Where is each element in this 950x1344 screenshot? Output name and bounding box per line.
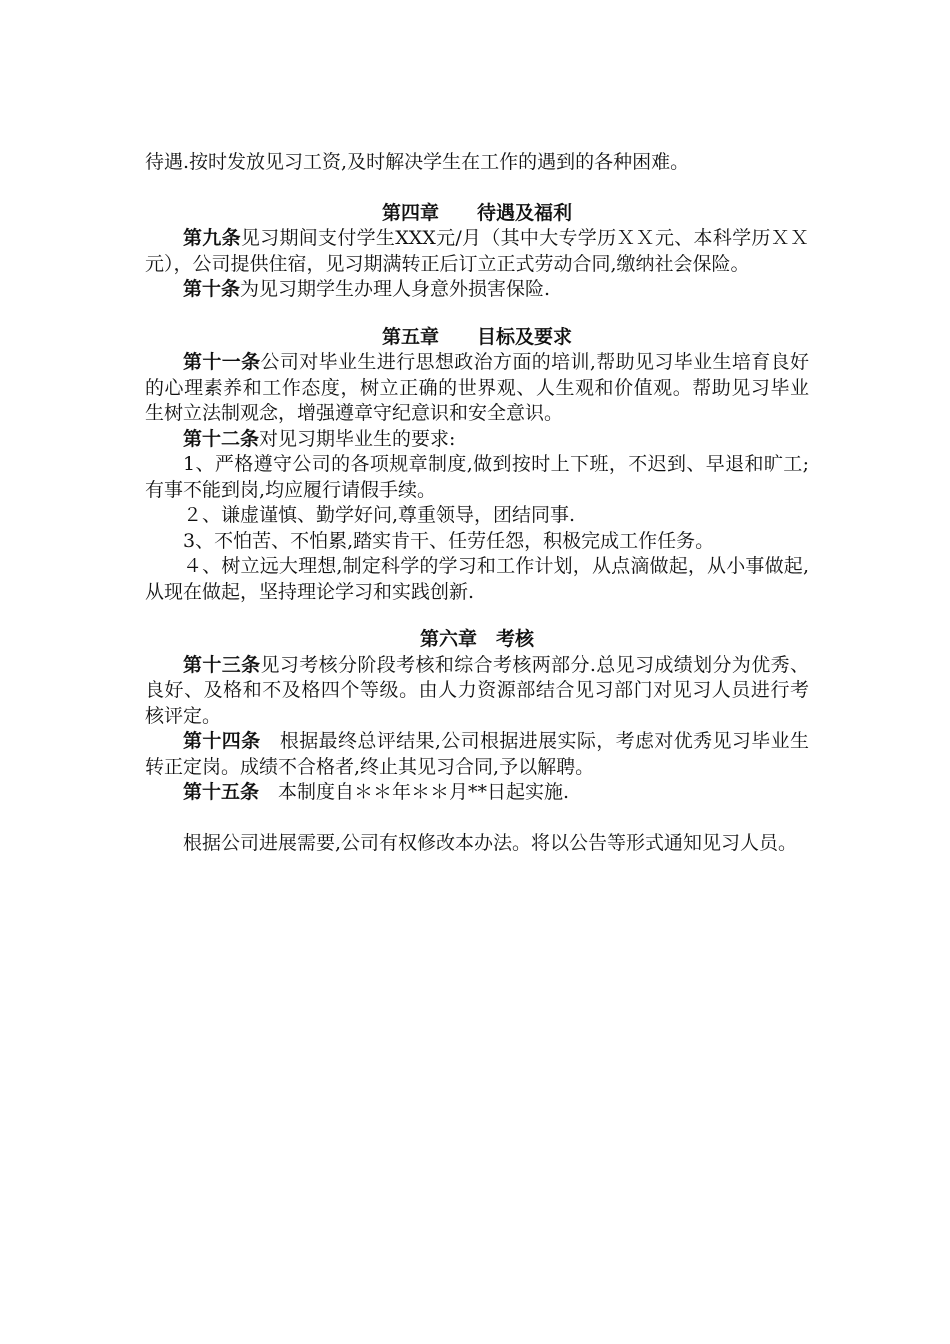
spacer — [145, 176, 809, 201]
article-15 — [145, 780, 809, 806]
article-15-text: 本制度自＊＊年＊＊月**日起实施. — [259, 781, 570, 803]
closing-paragraph: 根据公司进展需要,公司有权修改本办法。将以公告等形式通知见习人员。 — [183, 831, 798, 854]
article-10-label: 第十条 — [183, 278, 241, 300]
requirement-item-3: 3、不怕苦、不怕累,踏实肯干、任劳任怨，积极完成工作任务。 — [183, 529, 715, 552]
article-12-label: 第十二条 — [183, 427, 260, 450]
article-14-text: 根据最终总评结果,公司根据进展实际，考虑对优秀见习毕业生转正定岗。成绩不合格者,终止其见习合同,予以解聘。 — [145, 730, 809, 778]
spacer — [145, 303, 809, 325]
spacer — [145, 806, 809, 831]
article-9 — [145, 226, 809, 277]
article-13 — [145, 653, 809, 730]
article-11 — [145, 350, 809, 427]
article-9-text: 见习期间支付学生XXX元/月（其中大专学历ＸＸ元、本科学历ＸＸ元），公司提供住宿，见习期满转正后订立正式劳动合同,缴纳社会保险。 — [145, 227, 809, 275]
spacer — [145, 605, 809, 627]
article-12 — [145, 427, 809, 453]
chapter-4-title: 第四章 待遇及福利 — [381, 201, 572, 224]
article-10 — [145, 277, 809, 303]
article-12-text: 对见习期毕业生的要求: — [259, 427, 456, 450]
article-11-label: 第十一条 — [183, 351, 261, 373]
article-11-text: 公司对毕业生进行思想政治方面的培训,帮助见习毕业生培育良好的心理素养和工作态度，树立正确的世界观、人生观和价值观。帮助见习毕业生树立法制观念，增强遵章守纪意识和安全意识。 — [145, 351, 809, 424]
article-15-label: 第十五条 — [183, 781, 260, 803]
chapter-6-title: 第六章 考核 — [419, 628, 534, 650]
intro-paragraph: 待遇.按时发放见习工资,及时解决学生在工作的遇到的各种困难。 — [145, 151, 690, 173]
article-13-label: 第十三条 — [183, 653, 261, 676]
requirement-item-1: 1、严格遵守公司的各项规章制度,做到按时上下班，不迟到、早退和旷工;有事不能到岗,均应履行请假手续。 — [145, 453, 809, 501]
requirement-item-4: ４、树立远大理想,制定科学的学习和工作计划，从点滴做起，从小事做起,从现在做起，坚持理论学习和实践创新. — [145, 555, 809, 603]
article-13-text: 见习考核分阶段考核和综合考核两部分.总见习成绩划分为优秀、良好、及格和不及格四个等级。由人力资源部结合见习部门对见习人员进行考核评定。 — [145, 653, 809, 727]
document-page — [145, 150, 809, 856]
article-14-label: 第十四条 — [183, 730, 261, 752]
article-14 — [145, 729, 809, 780]
article-10-text: 为见习期学生办理人身意外损害保险. — [240, 278, 551, 300]
chapter-5-title: 第五章 目标及要求 — [381, 325, 572, 348]
article-9-label: 第九条 — [183, 227, 241, 249]
requirement-item-2: ２、谦虚谨慎、勤学好问,尊重领导，团结同事. — [183, 504, 576, 526]
